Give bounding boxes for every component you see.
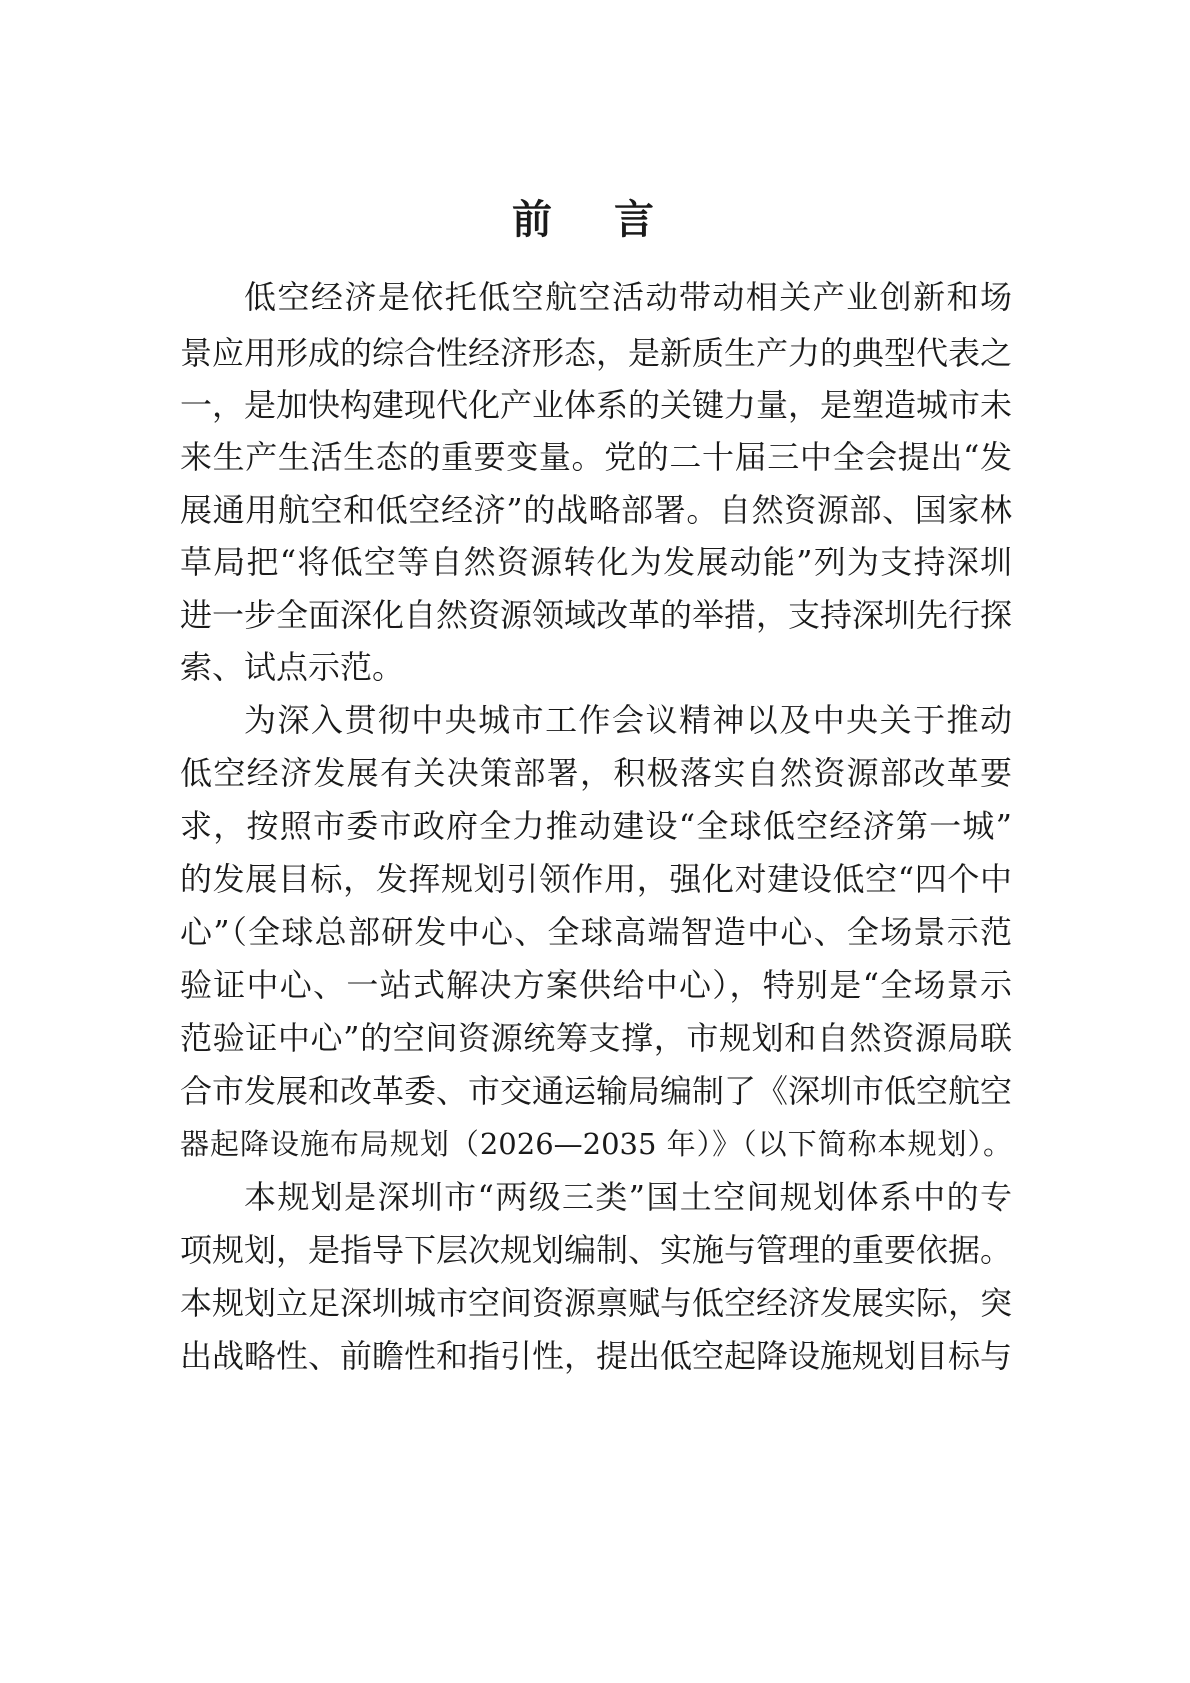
paragraph-2-line-5: 心”（全球总部研发中心、全球高端智造中心、全场景示范 xyxy=(180,913,1012,951)
paragraph-3-line-4: 出战略性、前瞻性和指引性，提出低空起降设施规划目标与 xyxy=(180,1337,1013,1375)
paragraph-2-line-8: 合市发展和改革委、市交通运输局编制了《深圳市低空航空 xyxy=(180,1072,1013,1110)
paragraph-2-line-1: 为深入贯彻中央城市工作会议精神以及中央关于推动 xyxy=(244,701,1012,739)
paragraph-2-line-2: 低空经济发展有关决策部署，积极落实自然资源部改革要 xyxy=(180,754,1012,792)
paragraph-3-line-1: 本规划是深圳市“两级三类”国土空间规划体系中的专 xyxy=(244,1178,1012,1216)
paragraph-1-line-4: 来生产生活生态的重要变量。党的二十届三中全会提出“发 xyxy=(180,438,1012,476)
paragraph-1-line-2: 景应用形成的综合性经济形态，是新质生产力的典型代表之 xyxy=(180,334,1013,372)
paragraph-1-line-6: 草局把“将低空等自然资源转化为发展动能”列为支持深圳 xyxy=(180,543,1012,581)
paragraph-3-line-3: 本规划立足深圳城市空间资源禀赋与低空经济发展实际，突 xyxy=(180,1284,1013,1322)
paragraph-3-line-2: 项规划，是指导下层次规划编制、实施与管理的重要依据。 xyxy=(180,1231,1013,1269)
paragraph-1-line-8: 索、试点示范。 xyxy=(180,648,405,686)
paragraph-2-line-6: 验证中心、一站式解决方案供给中心），特别是“全场景示 xyxy=(180,966,1012,1004)
paragraph-2-line-9: 器起降设施布局规划（2026—2035 年）》（以下简称本规划）。 xyxy=(180,1127,1012,1161)
paragraph-1-line-7: 进一步全面深化自然资源领域改革的举措，支持深圳先行探 xyxy=(180,596,1013,634)
paragraph-2-line-7: 范验证中心”的空间资源统筹支撑，市规划和自然资源局联 xyxy=(180,1019,1012,1057)
paragraph-1-line-5: 展通用航空和低空经济”的战略部署。自然资源部、国家林 xyxy=(180,491,1012,529)
paragraph-1-line-3: 一，是加快构建现代化产业体系的关键力量，是塑造城市未 xyxy=(180,386,1013,424)
page-title: 前 言 xyxy=(512,197,678,243)
paragraph-1-line-1: 低空经济是依托低空航空活动带动相关产业创新和场 xyxy=(244,278,1012,316)
paragraph-2-line-3: 求，按照市委市政府全力推动建设“全球低空经济第一城” xyxy=(180,807,1012,845)
paragraph-2-line-4: 的发展目标，发挥规划引领作用，强化对建设低空“四个中 xyxy=(180,860,1012,898)
